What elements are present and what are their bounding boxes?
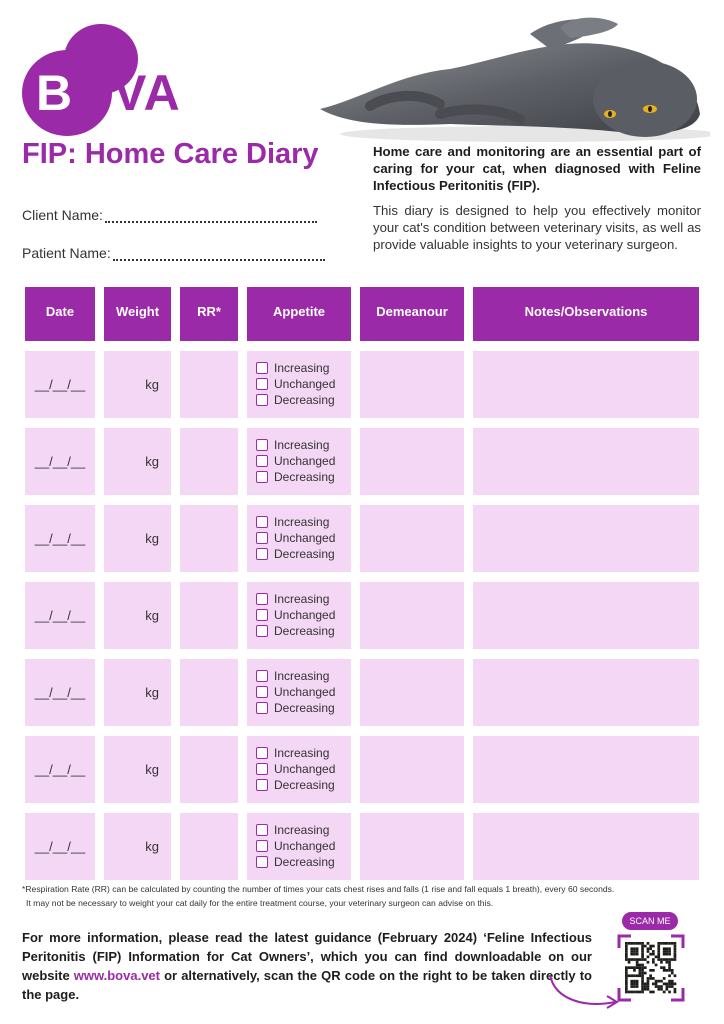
appetite-option[interactable] [247, 530, 351, 546]
appetite-option-label: Unchanged [274, 839, 336, 853]
cell-rr[interactable] [180, 351, 238, 418]
cell-notes[interactable] [473, 659, 699, 726]
appetite-option-label: Decreasing [274, 701, 335, 715]
appetite-option-label: Unchanged [274, 608, 336, 622]
page-title: FIP: Home Care Diary [22, 138, 319, 170]
appetite-option-label: Unchanged [274, 531, 336, 545]
checkbox-icon[interactable] [256, 763, 268, 775]
cell-demeanour[interactable] [360, 736, 464, 803]
appetite-option-label: Decreasing [274, 624, 335, 638]
footnote [22, 882, 702, 910]
appetite-option-label: Unchanged [274, 377, 336, 391]
cell-rr[interactable] [180, 659, 238, 726]
appetite-option-label: Increasing [274, 361, 330, 375]
bova-logo [22, 22, 202, 121]
checkbox-icon[interactable] [256, 548, 268, 560]
cell-notes[interactable] [473, 351, 699, 418]
cell-notes[interactable] [473, 736, 699, 803]
checkbox-icon[interactable] [256, 394, 268, 406]
header-appetite: Appetite [247, 287, 351, 341]
footnote-line-1: *Respiration Rate (RR) can be calculated by counting the number of times your cats chest rises and falls (1 rise and fall equals 1 breath), every 60 seconds. [22, 884, 615, 894]
client-name-field[interactable] [22, 207, 317, 223]
cell-appetite[interactable] [247, 813, 351, 880]
website-link[interactable]: www.bova.vet [73, 968, 160, 983]
appetite-option-label: Increasing [274, 746, 330, 760]
appetite-option[interactable] [247, 623, 351, 639]
appetite-option[interactable] [247, 684, 351, 700]
appetite-option-label: Unchanged [274, 762, 336, 776]
cell-appetite[interactable] [247, 428, 351, 495]
appetite-option[interactable] [247, 777, 351, 793]
appetite-option[interactable] [247, 591, 351, 607]
checkbox-icon[interactable] [256, 779, 268, 791]
scan-me-badge: SCAN ME [622, 912, 678, 930]
intro-bold-text: Home care and monitoring are an essential part of caring for your cat, when diagnosed with Feline Infectious Peritonitis (FIP). [373, 144, 701, 193]
checkbox-icon[interactable] [256, 532, 268, 544]
checkbox-icon[interactable] [256, 455, 268, 467]
checkbox-icon[interactable] [256, 670, 268, 682]
checkbox-icon[interactable] [256, 686, 268, 698]
cell-notes[interactable] [473, 813, 699, 880]
appetite-option[interactable] [247, 453, 351, 469]
qr-code[interactable] [617, 934, 685, 1002]
footnote-line-2: It may not be necessary to weight your cat daily for the entire treatment course, your veterinary surgeon can advise on this. [26, 898, 494, 908]
cell-rr[interactable] [180, 505, 238, 572]
patient-name-label: Patient Name: [22, 245, 111, 261]
appetite-option[interactable] [247, 360, 351, 376]
appetite-option[interactable] [247, 607, 351, 623]
cell-weight[interactable]: kg [104, 736, 171, 803]
appetite-option-label: Decreasing [274, 547, 335, 561]
appetite-option-label: Increasing [274, 823, 330, 837]
header-date: Date [25, 287, 95, 341]
appetite-option-label: Decreasing [274, 778, 335, 792]
cell-weight[interactable]: kg [104, 505, 171, 572]
checkbox-icon[interactable] [256, 439, 268, 451]
header-notes: Notes/Observations [473, 287, 699, 341]
appetite-option[interactable] [247, 761, 351, 777]
patient-name-field[interactable] [22, 245, 325, 261]
cell-demeanour[interactable] [360, 505, 464, 572]
appetite-option-label: Decreasing [274, 470, 335, 484]
cell-demeanour[interactable] [360, 351, 464, 418]
appetite-option[interactable] [247, 437, 351, 453]
checkbox-icon[interactable] [256, 702, 268, 714]
appetite-option[interactable] [247, 700, 351, 716]
header-demeanour: Demeanour [360, 287, 464, 341]
appetite-option-label: Unchanged [274, 454, 336, 468]
cell-demeanour[interactable] [360, 428, 464, 495]
cell-rr[interactable] [180, 428, 238, 495]
cell-demeanour[interactable] [360, 659, 464, 726]
checkbox-icon[interactable] [256, 378, 268, 390]
cell-weight[interactable]: kg [104, 428, 171, 495]
cell-weight[interactable]: kg [104, 813, 171, 880]
appetite-option[interactable] [247, 668, 351, 684]
more-info-text [22, 928, 592, 1004]
cell-appetite[interactable] [247, 351, 351, 418]
checkbox-icon[interactable] [256, 471, 268, 483]
cell-appetite[interactable] [247, 736, 351, 803]
cell-weight[interactable]: kg [104, 659, 171, 726]
appetite-option[interactable] [247, 745, 351, 761]
appetite-option[interactable] [247, 376, 351, 392]
cell-demeanour[interactable] [360, 582, 464, 649]
appetite-option-label: Increasing [274, 669, 330, 683]
cell-appetite[interactable] [247, 582, 351, 649]
checkbox-icon[interactable] [256, 824, 268, 836]
client-name-line[interactable] [105, 221, 317, 223]
cell-rr[interactable] [180, 813, 238, 880]
intro-text: This diary is designed to help you effectively monitor your cat's condition between veterinary visits, as well as provide valuable insights to your veterinary surgeon. [373, 203, 701, 252]
cell-appetite[interactable] [247, 505, 351, 572]
appetite-option-label: Increasing [274, 515, 330, 529]
appetite-option[interactable] [247, 854, 351, 870]
cell-notes[interactable] [473, 505, 699, 572]
header-weight: Weight [104, 287, 171, 341]
patient-name-line[interactable] [113, 259, 325, 261]
checkbox-icon[interactable] [256, 516, 268, 528]
cell-date[interactable]: __/__/__ [25, 428, 95, 495]
curved-arrow-icon [545, 970, 625, 1010]
cell-notes[interactable] [473, 428, 699, 495]
cell-date[interactable]: __/__/__ [25, 505, 95, 572]
checkbox-icon[interactable] [256, 840, 268, 852]
appetite-option[interactable] [247, 822, 351, 838]
appetite-option[interactable] [247, 514, 351, 530]
client-name-label: Client Name: [22, 207, 103, 223]
cell-weight[interactable]: kg [104, 351, 171, 418]
appetite-option-label: Increasing [274, 438, 330, 452]
appetite-option[interactable] [247, 838, 351, 854]
checkbox-icon[interactable] [256, 593, 268, 605]
appetite-option[interactable] [247, 392, 351, 408]
appetite-option[interactable] [247, 546, 351, 562]
logo-letters: OVA [73, 65, 181, 121]
appetite-option-label: Unchanged [274, 685, 336, 699]
more-info-after: or alternatively, scan the QR code on the right to be taken directly to the page. [22, 968, 592, 1002]
checkbox-icon[interactable] [256, 747, 268, 759]
cell-rr[interactable] [180, 582, 238, 649]
checkbox-icon[interactable] [256, 362, 268, 374]
cell-date[interactable]: __/__/__ [25, 582, 95, 649]
appetite-option-label: Decreasing [274, 393, 335, 407]
appetite-option-label: Increasing [274, 592, 330, 606]
checkbox-icon[interactable] [256, 625, 268, 637]
more-info-before: For more information, please read the latest guidance (February 2024) ‘Feline Infectious Peritonitis (FIP) Information for Cat Owners’, which you can find downloadable on our website [22, 930, 592, 983]
cell-demeanour[interactable] [360, 813, 464, 880]
cell-weight[interactable]: kg [104, 582, 171, 649]
appetite-option-label: Decreasing [274, 855, 335, 869]
cell-date[interactable]: __/__/__ [25, 813, 95, 880]
cell-date[interactable]: __/__/__ [25, 351, 95, 418]
cell-date[interactable]: __/__/__ [25, 736, 95, 803]
cell-notes[interactable] [473, 582, 699, 649]
checkbox-icon[interactable] [256, 856, 268, 868]
appetite-option[interactable] [247, 469, 351, 485]
header-rr: RR* [180, 287, 238, 341]
cell-rr[interactable] [180, 736, 238, 803]
checkbox-icon[interactable] [256, 609, 268, 621]
logo-letter: B [36, 65, 74, 121]
cell-appetite[interactable] [247, 659, 351, 726]
cell-date[interactable]: __/__/__ [25, 659, 95, 726]
cat-photo [300, 14, 710, 144]
